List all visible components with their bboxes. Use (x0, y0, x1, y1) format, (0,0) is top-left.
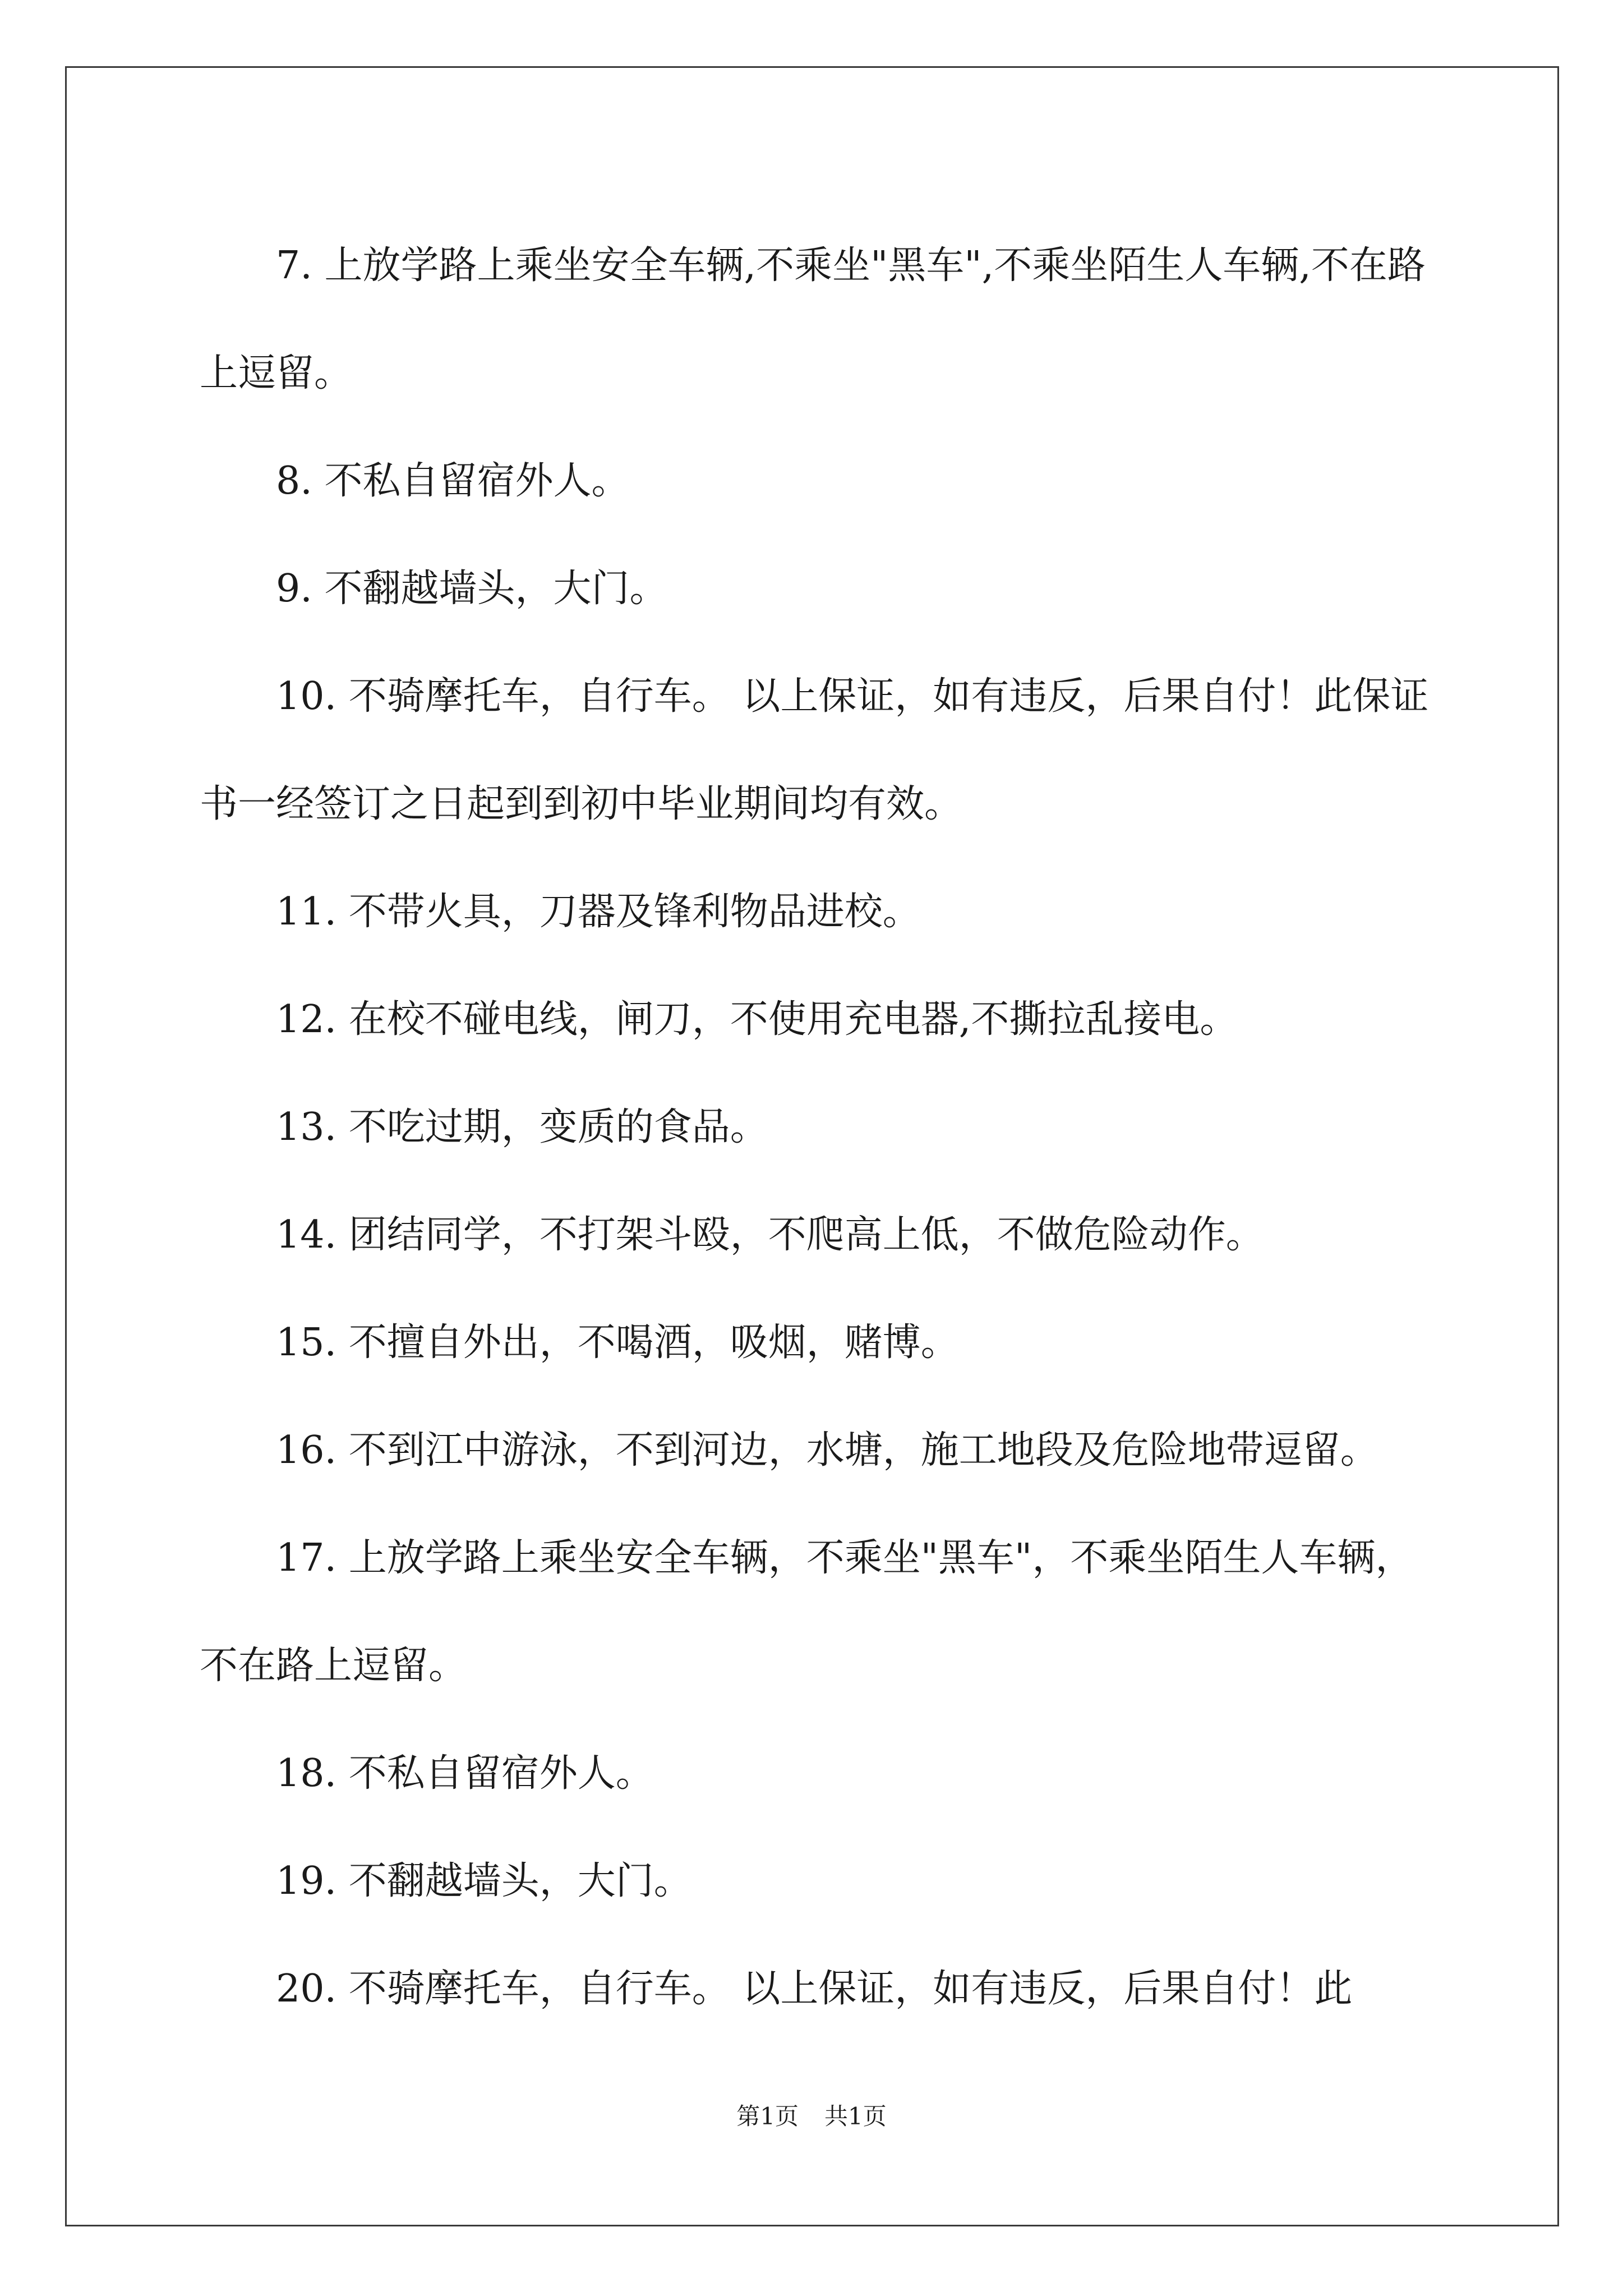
paragraph-item-20: 20. 不骑摩托车，自行车。 以上保证，如有违反，后果自付！此 (276, 1967, 1353, 2011)
paragraph-item-11: 11. 不带火具，刀器及锋利物品进校。 (276, 890, 921, 934)
paragraph-item-16: 16. 不到江中游泳，不到河边，水塘，施工地段及危险地带逗留。 (276, 1428, 1378, 1473)
document-body (200, 212, 1442, 2043)
paragraph-item-10: 10. 不骑摩托车，自行车。 以上保证，如有违反，后果自付！此保证书一经签订之日起到到初中毕业期间均有效。 (200, 674, 1429, 826)
paragraph-item-17: 17. 上放学路上乘坐安全车辆，不乘坐"黑车"，不乘坐陌生人车辆，不在路上逗留。 (200, 1536, 1414, 1688)
paragraph-item-9: 9. 不翻越墙头，大门。 (276, 567, 668, 611)
paragraph-item-8: 8. 不私自留宿外人。 (276, 459, 630, 503)
paragraph-item-18: 18. 不私自留宿外人。 (276, 1751, 654, 1796)
page-number-current: 第1页 (736, 2102, 799, 2130)
paragraph-item-7: 7. 上放学路上乘坐安全车辆,不乘坐"黑车",不乘坐陌生人车辆,不在路上逗留。 (200, 243, 1426, 395)
page-number-total: 共1页 (824, 2102, 887, 2130)
paragraph-item-12: 12. 在校不碰电线，闸刀，不使用充电器,不撕拉乱接电。 (276, 997, 1238, 1042)
page-footer (0, 2098, 1623, 2132)
paragraph-item-19: 19. 不翻越墙头，大门。 (276, 1859, 692, 1903)
paragraph-item-15: 15. 不擅自外出，不喝酒，吸烟，赌博。 (276, 1320, 959, 1365)
paragraph-item-14: 14. 团结同学，不打架斗殴，不爬高上低，不做危险动作。 (276, 1213, 1264, 1257)
paragraph-item-13: 13. 不吃过期，变质的食品。 (276, 1105, 768, 1149)
